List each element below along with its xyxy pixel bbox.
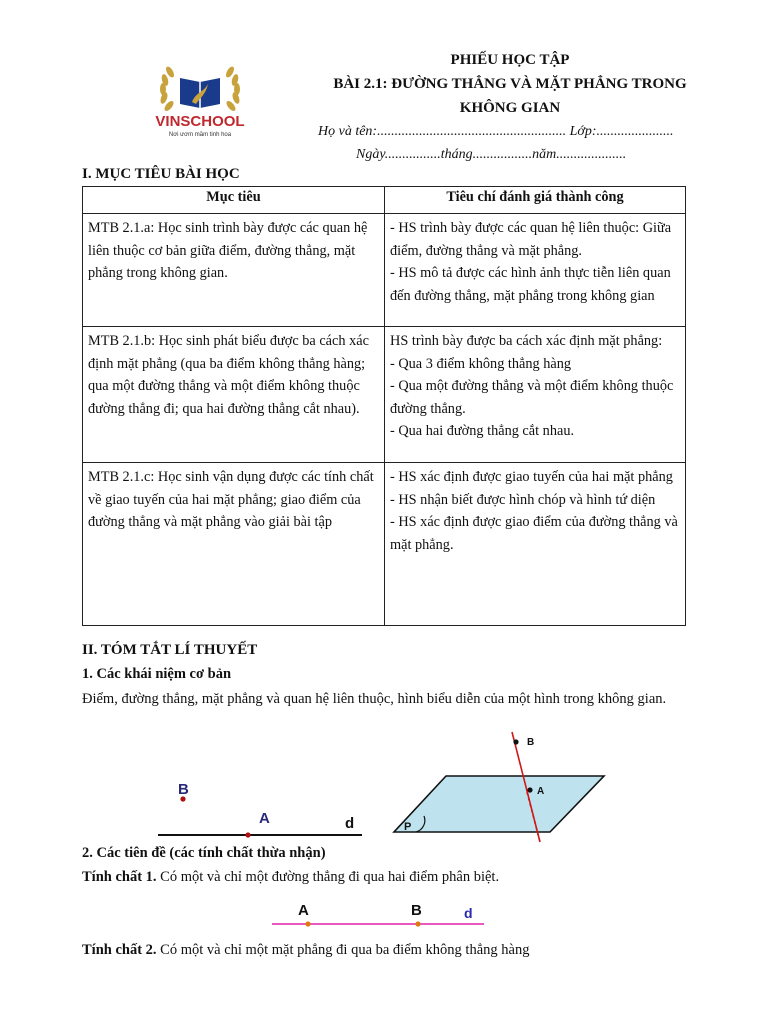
- goal-cell: MTB 2.1.c: Học sinh vận dụng được các tính chất về giao tuyến của hai mặt phẳng; giao điểm của đường thẳng và mặt phẳng vào giải bài tập: [83, 463, 385, 626]
- criteria-item: - Qua một đường thẳng và một điểm không thuộc đường thẳng.: [390, 378, 674, 417]
- criteria-cell: [385, 214, 686, 327]
- criteria-item: - HS trình bày được các quan hệ liên thuộc: Giữa điểm, đường thẳng và mặt phẳng.: [390, 220, 672, 259]
- goals-table: [82, 186, 686, 626]
- criteria-item: - HS mô tả được các hình ảnh thực tiễn liên quan đến đường thẳng, mặt phẳng trong không gian: [390, 265, 671, 304]
- lesson-title-line2: KHÔNG GIAN: [459, 100, 561, 116]
- criteria-item: - Qua hai đường thẳng cắt nhau.: [390, 423, 575, 439]
- criteria-item: HS trình bày được ba cách xác định mặt phẳng:: [390, 333, 663, 349]
- plane-p-label: P: [404, 821, 412, 833]
- property-1-label: Tính chất 1.: [82, 869, 157, 885]
- criteria-cell: [385, 327, 686, 463]
- criteria-item: - Qua 3 điểm không thẳng hàng: [390, 355, 572, 372]
- point-a-label: A: [537, 786, 545, 797]
- figure-point-line: [150, 775, 380, 845]
- svg-text:Nơi ươm mầm tinh hoa: Nơi ươm mầm tinh hoa: [168, 132, 232, 138]
- section-2-heading: II. TÓM TẮT LÍ THUYẾT: [82, 642, 258, 658]
- lesson-title-line1: BÀI 2.1: ĐƯỜNG THẲNG VÀ MẶT PHẲNG TRONG: [333, 76, 687, 92]
- col-criteria-header: Tiêu chí đánh giá thành công: [385, 187, 686, 214]
- point-b-marker: [513, 739, 518, 744]
- table-row: [83, 214, 686, 327]
- col-goal-header: Mục tiêu: [83, 187, 385, 214]
- name-class-field[interactable]: Họ và tên:...................................................... Lớp:......................: [318, 124, 674, 139]
- goal-cell: MTB 2.1.a: Học sinh trình bày được các quan hệ liên thuộc cơ bản giữa điểm, đường thẳng, mặt phẳng trong không gian.: [83, 214, 385, 327]
- property-2-text: Có một và chỉ một mặt phẳng đi qua ba điểm không thẳng hàng: [156, 942, 530, 958]
- criteria-item: - HS nhận biết được hình chóp và hình tứ diện: [390, 491, 656, 508]
- point-a-marker: [305, 921, 310, 926]
- figure-plane-line: [390, 728, 612, 846]
- point-b-label: B: [178, 781, 189, 798]
- svg-text:VINSCHOOL: VINSCHOOL: [155, 113, 245, 130]
- criteria-cell: [385, 463, 686, 626]
- table-row: [83, 463, 686, 626]
- subsection-2-heading: 2. Các tiên đề (các tính chất thừa nhận): [82, 845, 326, 861]
- point-a-marker: [527, 787, 532, 792]
- plane-p: [394, 776, 604, 832]
- figure-two-points-line: [268, 896, 498, 936]
- criteria-item: - HS xác định được giao điểm của đường thẳng và mặt phẳng.: [390, 514, 678, 553]
- point-b-marker: [415, 921, 420, 926]
- table-row: [83, 327, 686, 463]
- subsection-1-heading: 1. Các khái niệm cơ bản: [82, 666, 232, 682]
- section-1-heading: I. MỤC TIÊU BÀI HỌC: [82, 166, 240, 182]
- point-a-label: A: [298, 902, 309, 919]
- line-d-label: d: [345, 815, 355, 832]
- property-1: [82, 869, 499, 886]
- book-icon: [180, 78, 220, 108]
- table-header-row: [83, 187, 686, 214]
- date-field[interactable]: Ngày................tháng.................năm....................: [356, 147, 627, 162]
- goal-cell: MTB 2.1.b: Học sinh phát biểu được ba cách xác định mặt phẳng (qua ba điểm không thẳng hàng; qua một đường thẳng và một điểm không thuộc đường thẳng đi; qua hai đường thẳng cắt nhau).: [83, 327, 385, 463]
- line-d-label: d: [464, 905, 473, 921]
- basic-concepts-text: Điểm, đường thẳng, mặt phẳng và quan hệ liên thuộc, hình biểu diễn của một hình trong không gian.: [82, 691, 667, 707]
- worksheet-title: PHIẾU HỌC TẬP: [450, 52, 570, 68]
- point-a-label: A: [259, 810, 270, 827]
- property-1-text: Có một và chỉ một đường thẳng đi qua hai điểm phân biệt.: [156, 869, 500, 885]
- vinschool-logo: [150, 58, 250, 140]
- property-2-label: Tính chất 2.: [82, 942, 157, 958]
- point-b-label: B: [411, 902, 422, 919]
- criteria-item: - HS xác định được giao tuyến của hai mặt phẳng: [390, 469, 673, 485]
- point-b-label: B: [527, 737, 535, 748]
- property-2: [82, 942, 529, 959]
- point-a-marker: [245, 832, 250, 837]
